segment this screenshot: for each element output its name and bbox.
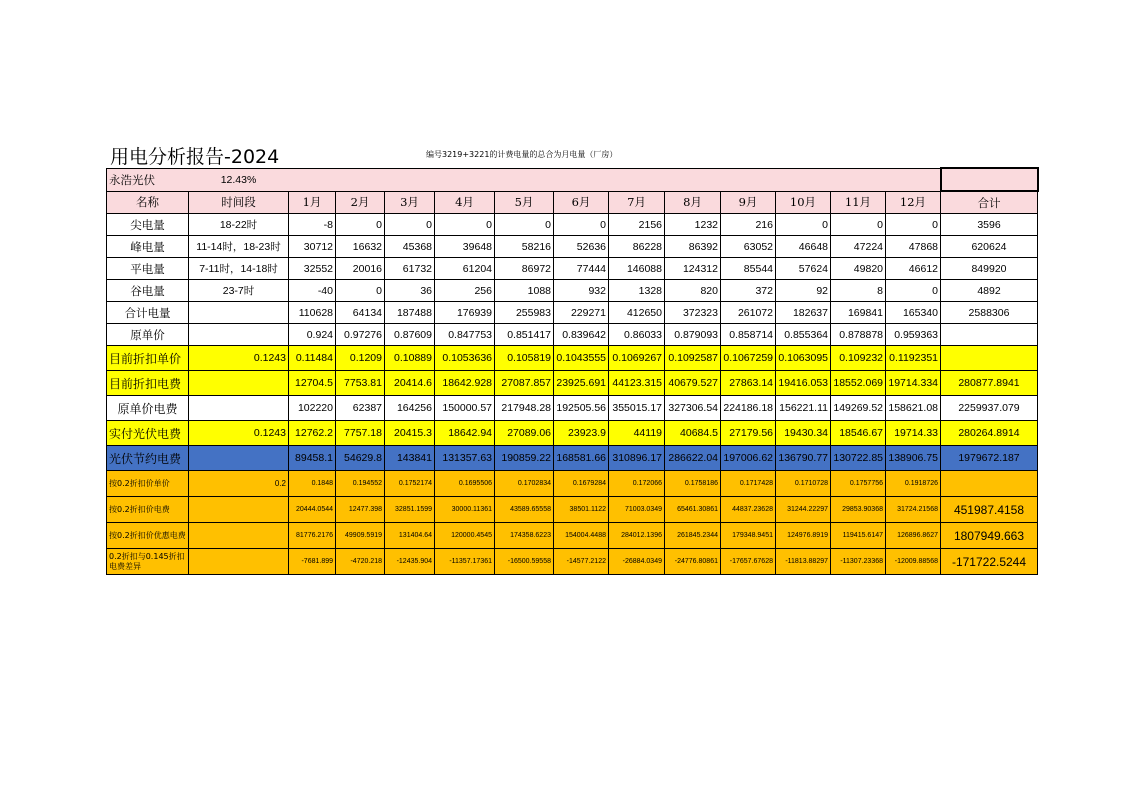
row-period: 7-11时，14-18时 <box>189 258 289 280</box>
row-label: 谷电量 <box>107 280 189 302</box>
row-label: 目前折扣单价 <box>107 346 189 371</box>
month-value: 32851.1599 <box>385 497 435 523</box>
month-value: 44123.315 <box>609 371 665 396</box>
company-row <box>107 168 1038 191</box>
month-value: 261845.2344 <box>665 523 721 549</box>
month-value: 0.1043555 <box>554 346 609 371</box>
month-value: 47868 <box>886 236 941 258</box>
month-value: 86392 <box>665 236 721 258</box>
month-value: 8 <box>831 280 886 302</box>
month-value: 1088 <box>495 280 554 302</box>
month-value: 39648 <box>435 236 495 258</box>
month-value: 0.97276 <box>336 324 385 346</box>
month-value: 0 <box>336 280 385 302</box>
month-value: 12704.5 <box>289 371 336 396</box>
discount-price-row <box>107 346 1038 371</box>
company-name: 永浩光伏 <box>107 168 189 191</box>
month-value: 61732 <box>385 258 435 280</box>
month-value: 0 <box>886 280 941 302</box>
month-value: 44837.23628 <box>721 497 776 523</box>
header-month: 10月 <box>776 191 831 214</box>
month-value: 19714.334 <box>886 371 941 396</box>
month-value: 7753.81 <box>336 371 385 396</box>
row-label: 实付光伏电费 <box>107 421 189 446</box>
month-value: 18552.069 <box>831 371 886 396</box>
row-total <box>941 471 1038 497</box>
month-value: 0.1752174 <box>385 471 435 497</box>
month-value: 30000.11361 <box>435 497 495 523</box>
month-value: 49820 <box>831 258 886 280</box>
month-value: 23923.9 <box>554 421 609 446</box>
month-value: 182637 <box>776 302 831 324</box>
month-value: 0.1679284 <box>554 471 609 497</box>
row-rate <box>189 549 289 575</box>
month-value: 23925.691 <box>554 371 609 396</box>
month-value: 20415.3 <box>385 421 435 446</box>
month-value: 85544 <box>721 258 776 280</box>
month-value: 18546.67 <box>831 421 886 446</box>
month-value: -11307.23368 <box>831 549 886 575</box>
month-value: 0.10889 <box>385 346 435 371</box>
month-value: 0.1757756 <box>831 471 886 497</box>
month-value: -4720.218 <box>336 549 385 575</box>
month-value: 19416.053 <box>776 371 831 396</box>
discount-analysis-row <box>107 523 1038 549</box>
month-value: 124976.8919 <box>776 523 831 549</box>
month-value: 0.105819 <box>495 346 554 371</box>
company-row-fill <box>289 168 941 191</box>
month-value: 130722.85 <box>831 446 886 471</box>
month-value: 27179.56 <box>721 421 776 446</box>
row-total: 849920 <box>941 258 1038 280</box>
month-value: 0 <box>385 214 435 236</box>
header-period: 时间段 <box>189 191 289 214</box>
discount-fee-row <box>107 371 1038 396</box>
report-title: 用电分析报告-2024 <box>110 146 280 168</box>
month-value: 0.858714 <box>721 324 776 346</box>
energy-row <box>107 214 1038 236</box>
month-value: 44119 <box>609 421 665 446</box>
month-value: 18642.928 <box>435 371 495 396</box>
month-value: 0.172066 <box>609 471 665 497</box>
row-total: 4892 <box>941 280 1038 302</box>
month-value: 20414.6 <box>385 371 435 396</box>
month-value: 86228 <box>609 236 665 258</box>
month-value: 138906.75 <box>886 446 941 471</box>
month-value: 0 <box>776 214 831 236</box>
row-total: -171722.5244 <box>941 549 1038 575</box>
month-value: 932 <box>554 280 609 302</box>
row-total: 280264.8914 <box>941 421 1038 446</box>
month-value: 150000.57 <box>435 396 495 421</box>
month-value: 71003.0349 <box>609 497 665 523</box>
row-label: 按0.2折扣价优惠电费 <box>107 523 189 549</box>
energy-row <box>107 302 1038 324</box>
month-value: 27089.06 <box>495 421 554 446</box>
month-value: -11813.88297 <box>776 549 831 575</box>
discount-analysis-row <box>107 471 1038 497</box>
row-total: 3596 <box>941 214 1038 236</box>
month-value: 49909.5919 <box>336 523 385 549</box>
month-value: 136790.77 <box>776 446 831 471</box>
month-value: 12762.2 <box>289 421 336 446</box>
original-fee-row <box>107 396 1038 421</box>
month-value: 110628 <box>289 302 336 324</box>
row-label: 原单价电费 <box>107 396 189 421</box>
month-value: 0.1092587 <box>665 346 721 371</box>
row-total: 1979672.187 <box>941 446 1038 471</box>
month-value: 31724.21568 <box>886 497 941 523</box>
month-value: 0.86033 <box>609 324 665 346</box>
month-value: 192505.56 <box>554 396 609 421</box>
month-value: 0.1067259 <box>721 346 776 371</box>
header-month: 12月 <box>886 191 941 214</box>
month-value: 20016 <box>336 258 385 280</box>
header-month: 2月 <box>336 191 385 214</box>
month-value: 0 <box>554 214 609 236</box>
month-value: 20444.0544 <box>289 497 336 523</box>
month-value: 0 <box>435 214 495 236</box>
month-value: 164256 <box>385 396 435 421</box>
month-value: 0.855364 <box>776 324 831 346</box>
month-value: 7757.18 <box>336 421 385 446</box>
row-total: 620624 <box>941 236 1038 258</box>
month-value: 286622.04 <box>665 446 721 471</box>
month-value: -17657.67628 <box>721 549 776 575</box>
month-value: 0.194552 <box>336 471 385 497</box>
row-label: 光伏节约电费 <box>107 446 189 471</box>
row-rate <box>189 523 289 549</box>
month-value: 0.1695506 <box>435 471 495 497</box>
month-value: 165340 <box>886 302 941 324</box>
header-month: 9月 <box>721 191 776 214</box>
row-label: 尖电量 <box>107 214 189 236</box>
month-value: 412650 <box>609 302 665 324</box>
month-value: 46648 <box>776 236 831 258</box>
row-rate <box>189 371 289 396</box>
month-value: 64134 <box>336 302 385 324</box>
month-value: 131404.64 <box>385 523 435 549</box>
month-value: 77444 <box>554 258 609 280</box>
month-value: 131357.63 <box>435 446 495 471</box>
header-month: 5月 <box>495 191 554 214</box>
month-value: 92 <box>776 280 831 302</box>
row-total: 1807949.663 <box>941 523 1038 549</box>
month-value: 0.847753 <box>435 324 495 346</box>
month-value: 146088 <box>609 258 665 280</box>
month-value: 174358.6223 <box>495 523 554 549</box>
month-value: 0.851417 <box>495 324 554 346</box>
month-value: 0.879093 <box>665 324 721 346</box>
month-value: -14577.2122 <box>554 549 609 575</box>
header-row <box>107 191 1038 214</box>
month-value: 31244.22297 <box>776 497 831 523</box>
month-value: 224186.18 <box>721 396 776 421</box>
month-value: -12009.88568 <box>886 549 941 575</box>
month-value: 284012.1396 <box>609 523 665 549</box>
row-label: 0.2折扣与0.145折扣电费差异 <box>107 549 189 575</box>
month-value: 27087.857 <box>495 371 554 396</box>
row-rate <box>189 396 289 421</box>
month-value: 63052 <box>721 236 776 258</box>
month-value: 29853.90368 <box>831 497 886 523</box>
row-label: 合计电量 <box>107 302 189 324</box>
row-rate: 0.2 <box>189 471 289 497</box>
company-rate: 12.43% <box>189 168 289 191</box>
month-value: -12435.904 <box>385 549 435 575</box>
month-value: 190859.22 <box>495 446 554 471</box>
month-value: 0.1702834 <box>495 471 554 497</box>
month-value: -8 <box>289 214 336 236</box>
row-total <box>941 324 1038 346</box>
energy-row <box>107 324 1038 346</box>
pv-fee-row <box>107 421 1038 446</box>
month-value: 86972 <box>495 258 554 280</box>
month-value: 168581.66 <box>554 446 609 471</box>
month-value: 2156 <box>609 214 665 236</box>
month-value: -7681.899 <box>289 549 336 575</box>
month-value: 0 <box>495 214 554 236</box>
header-month: 4月 <box>435 191 495 214</box>
month-value: 16632 <box>336 236 385 258</box>
month-value: 30712 <box>289 236 336 258</box>
month-value: 149269.52 <box>831 396 886 421</box>
month-value: 0.1758186 <box>665 471 721 497</box>
month-value: 143841 <box>385 446 435 471</box>
header-month: 7月 <box>609 191 665 214</box>
header-name: 名称 <box>107 191 189 214</box>
month-value: 216 <box>721 214 776 236</box>
month-value: 0.878878 <box>831 324 886 346</box>
month-value: 1232 <box>665 214 721 236</box>
month-value: 158621.08 <box>886 396 941 421</box>
month-value: 27863.14 <box>721 371 776 396</box>
discount-analysis-row <box>107 549 1038 575</box>
row-label: 原单价 <box>107 324 189 346</box>
row-label: 按0.2折扣价单价 <box>107 471 189 497</box>
month-value: 1328 <box>609 280 665 302</box>
month-value: 40679.527 <box>665 371 721 396</box>
month-value: 0.839642 <box>554 324 609 346</box>
month-value: 0.11484 <box>289 346 336 371</box>
row-rate: 0.1243 <box>189 421 289 446</box>
energy-row <box>107 258 1038 280</box>
report-note: 编号3219+3221的计费电量的总合为月电量（厂房） <box>426 150 618 159</box>
month-value: 0.1209 <box>336 346 385 371</box>
row-period <box>189 302 289 324</box>
month-value: 179348.9451 <box>721 523 776 549</box>
month-value: 355015.17 <box>609 396 665 421</box>
month-value: 61204 <box>435 258 495 280</box>
month-value: 89458.1 <box>289 446 336 471</box>
header-month: 1月 <box>289 191 336 214</box>
month-value: -16500.59558 <box>495 549 554 575</box>
month-value: 310896.17 <box>609 446 665 471</box>
month-value: -26884.0349 <box>609 549 665 575</box>
discount-analysis-row <box>107 497 1038 523</box>
month-value: 154004.4488 <box>554 523 609 549</box>
month-value: 169841 <box>831 302 886 324</box>
month-value: 81776.2176 <box>289 523 336 549</box>
month-value: 197006.62 <box>721 446 776 471</box>
row-rate: 0.1243 <box>189 346 289 371</box>
row-total <box>941 346 1038 371</box>
month-value: 40684.5 <box>665 421 721 446</box>
month-value: 46612 <box>886 258 941 280</box>
month-value: 57624 <box>776 258 831 280</box>
row-period: 11-14时，18-23时 <box>189 236 289 258</box>
row-period <box>189 324 289 346</box>
row-period: 23-7时 <box>189 280 289 302</box>
month-value: -40 <box>289 280 336 302</box>
month-value: 0.1848 <box>289 471 336 497</box>
month-value: 102220 <box>289 396 336 421</box>
month-value: 47224 <box>831 236 886 258</box>
month-value: 45368 <box>385 236 435 258</box>
month-value: 52636 <box>554 236 609 258</box>
month-value: 372323 <box>665 302 721 324</box>
month-value: 0 <box>886 214 941 236</box>
row-rate <box>189 446 289 471</box>
month-value: 32552 <box>289 258 336 280</box>
row-label: 目前折扣电费 <box>107 371 189 396</box>
month-value: 372 <box>721 280 776 302</box>
row-rate <box>189 497 289 523</box>
month-value: 36 <box>385 280 435 302</box>
month-value: 124312 <box>665 258 721 280</box>
row-total: 451987.4158 <box>941 497 1038 523</box>
month-value: 0.1717428 <box>721 471 776 497</box>
month-value: 156221.11 <box>776 396 831 421</box>
row-total: 2588306 <box>941 302 1038 324</box>
pv-saving-row <box>107 446 1038 471</box>
month-value: 0.924 <box>289 324 336 346</box>
month-value: 126896.8627 <box>886 523 941 549</box>
month-value: 256 <box>435 280 495 302</box>
header-month: 3月 <box>385 191 435 214</box>
header-total: 合计 <box>941 191 1038 214</box>
company-row-total <box>941 168 1038 191</box>
row-total: 2259937.079 <box>941 396 1038 421</box>
month-value: 0.1053636 <box>435 346 495 371</box>
month-value: 19430.34 <box>776 421 831 446</box>
electricity-table <box>106 167 1039 575</box>
month-value: 261072 <box>721 302 776 324</box>
month-value: 43589.65558 <box>495 497 554 523</box>
month-value: 0 <box>831 214 886 236</box>
month-value: -24776.80861 <box>665 549 721 575</box>
month-value: 0.1069267 <box>609 346 665 371</box>
month-value: 62387 <box>336 396 385 421</box>
month-value: 0.1063095 <box>776 346 831 371</box>
month-value: 255983 <box>495 302 554 324</box>
month-value: 0.87609 <box>385 324 435 346</box>
month-value: 176939 <box>435 302 495 324</box>
month-value: 0.959363 <box>886 324 941 346</box>
month-value: 0.109232 <box>831 346 886 371</box>
month-value: 820 <box>665 280 721 302</box>
row-label: 按0.2折扣价电费 <box>107 497 189 523</box>
month-value: 217948.28 <box>495 396 554 421</box>
month-value: 119415.6147 <box>831 523 886 549</box>
row-label: 平电量 <box>107 258 189 280</box>
header-month: 6月 <box>554 191 609 214</box>
row-label: 峰电量 <box>107 236 189 258</box>
month-value: 38501.1122 <box>554 497 609 523</box>
month-value: 58216 <box>495 236 554 258</box>
month-value: 187488 <box>385 302 435 324</box>
month-value: 327306.54 <box>665 396 721 421</box>
month-value: -11357.17361 <box>435 549 495 575</box>
energy-row <box>107 280 1038 302</box>
header-month: 11月 <box>831 191 886 214</box>
energy-row <box>107 236 1038 258</box>
row-period: 18-22时 <box>189 214 289 236</box>
month-value: 12477.398 <box>336 497 385 523</box>
month-value: 0 <box>336 214 385 236</box>
month-value: 0.1918726 <box>886 471 941 497</box>
month-value: 0.1710728 <box>776 471 831 497</box>
month-value: 120000.4545 <box>435 523 495 549</box>
row-total: 280877.8941 <box>941 371 1038 396</box>
month-value: 229271 <box>554 302 609 324</box>
month-value: 0.1192351 <box>886 346 941 371</box>
month-value: 54629.8 <box>336 446 385 471</box>
month-value: 18642.94 <box>435 421 495 446</box>
month-value: 65461.30861 <box>665 497 721 523</box>
header-month: 8月 <box>665 191 721 214</box>
month-value: 19714.33 <box>886 421 941 446</box>
